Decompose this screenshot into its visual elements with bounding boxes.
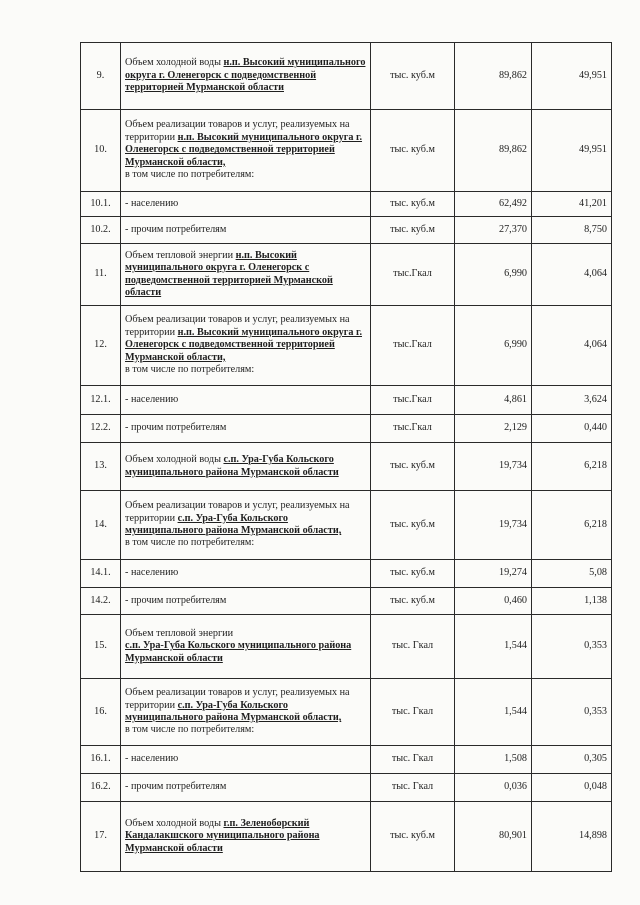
row-unit: тыс.Гкал xyxy=(371,415,455,443)
row-value-1: 6,990 xyxy=(455,306,532,386)
row-description xyxy=(121,491,371,560)
desc-text: Объем реализации товаров и услуг, реализуемых на территории xyxy=(125,314,350,338)
row-number: 14. xyxy=(81,491,121,560)
desc-territory: н.п. Высокий муниципального округа г. Оленегорск с подведомственной территорией Мурманской области, xyxy=(125,131,363,168)
desc-text: Объем реализации товаров и услуг, реализуемых на территории xyxy=(125,500,350,524)
desc-text: - населению xyxy=(125,393,179,405)
row-unit: тыс. Гкал xyxy=(371,774,455,802)
row-number: 16.2. xyxy=(81,774,121,802)
row-number: 16. xyxy=(81,679,121,746)
table-row xyxy=(81,43,612,110)
row-description xyxy=(121,43,371,110)
desc-text: - прочим потребителям xyxy=(125,422,227,434)
row-description xyxy=(121,415,371,443)
row-value-1: 1,508 xyxy=(455,746,532,774)
row-unit: тыс.Гкал xyxy=(371,306,455,386)
row-value-2: 0,305 xyxy=(532,746,612,774)
row-description xyxy=(121,217,371,244)
row-number: 13. xyxy=(81,443,121,491)
table-row xyxy=(81,746,612,774)
row-value-2: 0,440 xyxy=(532,415,612,443)
table-row xyxy=(81,560,612,588)
desc-text: - населению xyxy=(125,197,179,209)
row-value-1: 6,990 xyxy=(455,244,532,306)
desc-text: Объем тепловой энергии xyxy=(125,249,236,261)
row-value-2: 14,898 xyxy=(532,802,612,872)
desc-territory: н.п. Высокий муниципального округа г. Оленегорск с подведомственной территорией Мурманской области xyxy=(125,57,366,94)
row-value-2: 1,138 xyxy=(532,588,612,615)
row-number: 14.1. xyxy=(81,560,121,588)
row-unit: тыс. куб.м xyxy=(371,491,455,560)
row-unit: тыс. куб.м xyxy=(371,192,455,217)
desc-text: Объем холодной воды xyxy=(125,57,224,69)
desc-note: в том числе по потребителям: xyxy=(125,724,255,736)
desc-text: Объем реализации товаров и услуг, реализуемых на территории xyxy=(125,119,350,143)
row-value-2: 0,353 xyxy=(532,615,612,679)
row-number: 10.2. xyxy=(81,217,121,244)
row-value-2: 5,08 xyxy=(532,560,612,588)
desc-note: в том числе по потребителям: xyxy=(125,537,255,549)
row-description xyxy=(121,192,371,217)
row-value-2: 4,064 xyxy=(532,306,612,386)
row-description xyxy=(121,244,371,306)
row-unit: тыс. Гкал xyxy=(371,615,455,679)
desc-territory: с.п. Ура-Губа Кольского муниципального района Мурманской области xyxy=(125,640,352,664)
desc-text: Объем холодной воды xyxy=(125,454,224,466)
table-row xyxy=(81,802,612,872)
desc-territory: г.п. Зеленоборский Кандалакшского муниципального района Мурманской области xyxy=(125,817,320,854)
row-description xyxy=(121,443,371,491)
table-row xyxy=(81,491,612,560)
desc-text: - прочим потребителям xyxy=(125,223,227,235)
row-description xyxy=(121,386,371,415)
row-value-1: 1,544 xyxy=(455,615,532,679)
table-row xyxy=(81,217,612,244)
row-description xyxy=(121,615,371,679)
row-value-2: 41,201 xyxy=(532,192,612,217)
table-row xyxy=(81,192,612,217)
row-description xyxy=(121,746,371,774)
row-description xyxy=(121,560,371,588)
desc-text: Объем холодной воды xyxy=(125,817,224,829)
table-row xyxy=(81,615,612,679)
row-unit: тыс. куб.м xyxy=(371,560,455,588)
desc-territory: с.п. Ура-Губа Кольского муниципального района Мурманской области xyxy=(125,454,339,478)
row-description xyxy=(121,588,371,615)
desc-note: в том числе по потребителям: xyxy=(125,364,255,376)
row-unit: тыс. куб.м xyxy=(371,443,455,491)
table-row xyxy=(81,244,612,306)
row-value-2: 0,353 xyxy=(532,679,612,746)
row-value-1: 89,862 xyxy=(455,43,532,110)
row-number: 10. xyxy=(81,110,121,192)
row-value-1: 1,544 xyxy=(455,679,532,746)
row-number: 15. xyxy=(81,615,121,679)
row-description xyxy=(121,306,371,386)
row-value-2: 0,048 xyxy=(532,774,612,802)
desc-text: - прочим потребителям xyxy=(125,594,227,606)
row-value-1: 89,862 xyxy=(455,110,532,192)
desc-text: Объем реализации товаров и услуг, реализуемых на территории xyxy=(125,687,350,711)
desc-text: - населению xyxy=(125,753,179,765)
table-row xyxy=(81,306,612,386)
row-value-1: 62,492 xyxy=(455,192,532,217)
row-unit: тыс. Гкал xyxy=(371,679,455,746)
row-value-2: 6,218 xyxy=(532,491,612,560)
row-number: 14.2. xyxy=(81,588,121,615)
row-description xyxy=(121,774,371,802)
row-value-1: 0,036 xyxy=(455,774,532,802)
row-number: 12. xyxy=(81,306,121,386)
desc-text: - населению xyxy=(125,567,179,579)
row-unit: тыс. куб.м xyxy=(371,110,455,192)
table-row xyxy=(81,679,612,746)
desc-territory: н.п. Высокий муниципального округа г. Оленегорск с подведомственной территорией Мурманской области xyxy=(125,249,333,298)
desc-text: - прочим потребителям xyxy=(125,781,227,793)
row-number: 11. xyxy=(81,244,121,306)
desc-territory: н.п. Высокий муниципального округа г. Оленегорск с подведомственной территорией Мурманской области, xyxy=(125,326,363,363)
row-unit: тыс. куб.м xyxy=(371,217,455,244)
row-value-1: 0,460 xyxy=(455,588,532,615)
row-description xyxy=(121,679,371,746)
row-value-2: 49,951 xyxy=(532,110,612,192)
row-number: 9. xyxy=(81,43,121,110)
desc-territory: с.п. Ура-Губа Кольского муниципального района Мурманской области, xyxy=(125,699,342,723)
row-value-1: 4,861 xyxy=(455,386,532,415)
row-number: 12.2. xyxy=(81,415,121,443)
row-description xyxy=(121,802,371,872)
row-unit: тыс.Гкал xyxy=(371,386,455,415)
row-value-2: 49,951 xyxy=(532,43,612,110)
row-value-1: 27,370 xyxy=(455,217,532,244)
desc-territory: с.п. Ура-Губа Кольского муниципального района Мурманской области, xyxy=(125,512,342,536)
row-description xyxy=(121,110,371,192)
row-unit: тыс. Гкал xyxy=(371,746,455,774)
desc-note: в том числе по потребителям: xyxy=(125,169,255,181)
table-row xyxy=(81,443,612,491)
row-value-2: 3,624 xyxy=(532,386,612,415)
table-row xyxy=(81,110,612,192)
row-value-1: 19,734 xyxy=(455,491,532,560)
table-row xyxy=(81,774,612,802)
row-value-1: 80,901 xyxy=(455,802,532,872)
row-value-2: 8,750 xyxy=(532,217,612,244)
row-value-1: 19,734 xyxy=(455,443,532,491)
row-number: 17. xyxy=(81,802,121,872)
row-value-2: 4,064 xyxy=(532,244,612,306)
row-unit: тыс. куб.м xyxy=(371,802,455,872)
table-row xyxy=(81,588,612,615)
row-unit: тыс. куб.м xyxy=(371,43,455,110)
row-number: 16.1. xyxy=(81,746,121,774)
desc-text: Объем тепловой энергии xyxy=(125,627,234,639)
row-value-1: 19,274 xyxy=(455,560,532,588)
table-row xyxy=(81,386,612,415)
tariff-volume-table xyxy=(80,42,612,872)
row-unit: тыс. куб.м xyxy=(371,588,455,615)
row-value-2: 6,218 xyxy=(532,443,612,491)
row-number: 10.1. xyxy=(81,192,121,217)
row-unit: тыс.Гкал xyxy=(371,244,455,306)
row-value-1: 2,129 xyxy=(455,415,532,443)
row-number: 12.1. xyxy=(81,386,121,415)
table-row xyxy=(81,415,612,443)
